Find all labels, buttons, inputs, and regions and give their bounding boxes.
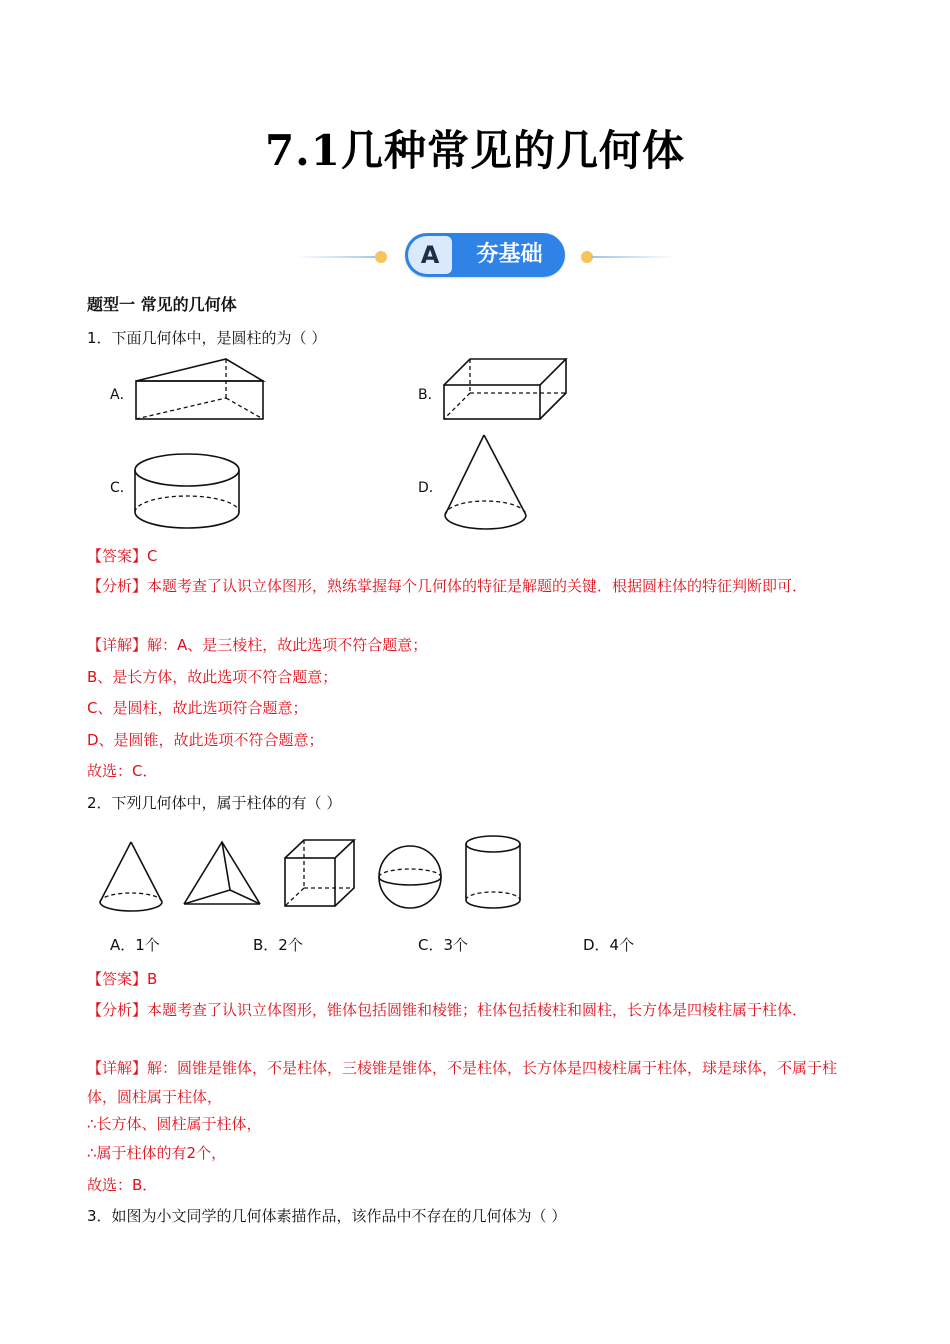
banner-letter: A (408, 236, 452, 274)
q2-stem: 2．下列几何体中，属于柱体的有（ ） (87, 794, 342, 812)
cylinder-figure (462, 832, 526, 914)
cone-figure (96, 838, 168, 916)
section-banner (295, 230, 675, 280)
q1-detail-line: B、是长方体，故此选项不符合题意； (87, 668, 338, 686)
q2-step: 故选：B． (87, 1176, 158, 1194)
banner-dot-left (375, 251, 387, 263)
q3-stem: 3．如图为小文同学的几何体素描作品，该作品中不存在的几何体为（ ） (87, 1207, 567, 1225)
triangular-prism-figure (130, 353, 270, 425)
section-heading: 题型一 常见的几何体 (87, 295, 237, 314)
q1-analysis: 【分析】本题考查了认识立体图形，熟练掌握每个几何体的特征是解题的关键．根据圆柱体的特征判断即可． (87, 577, 808, 595)
q2-step: ∴长方体、圆柱属于柱体， (87, 1115, 262, 1133)
q1-option-d-label: D． (418, 480, 443, 496)
q2-step: ∴属于柱体的有2个， (87, 1144, 227, 1162)
q2-choice-d: D．4个 (583, 936, 635, 954)
q1-option-a-label: A． (110, 387, 134, 403)
q1-detail-line: 【详解】解：A、是三棱柱，故此选项不符合题意； (87, 636, 428, 654)
cuboid-figure (440, 353, 570, 425)
q1-option-c-label: C． (110, 480, 134, 496)
banner-label: 夯基础 (476, 242, 543, 267)
q1-answer: 【答案】C (87, 547, 158, 565)
q2-answer: 【答案】B (87, 970, 158, 988)
cylinder-figure (130, 448, 245, 534)
q2-choice-b: B．2个 (253, 936, 303, 954)
triangular-pyramid-figure (180, 838, 264, 912)
banner-line-right (591, 256, 675, 258)
q1-detail-line: D、是圆锥，故此选项不符合题意； (87, 731, 324, 749)
q1-option-b-label: B． (418, 387, 442, 403)
cube-figure (280, 836, 360, 912)
q2-choice-a: A．1个 (110, 936, 160, 954)
q1-stem: 1．下面几何体中，是圆柱的为（ ） (87, 329, 327, 347)
q2-analysis: 【分析】本题考查了认识立体图形，锥体包括圆锥和棱锥；柱体包括棱柱和圆柱，长方体是四棱柱属于柱体． (87, 1001, 808, 1019)
sphere-figure (374, 842, 446, 912)
page-title: 7.1几种常见的几何体 (264, 126, 686, 175)
cone-figure (440, 430, 532, 536)
q2-detail: 【详解】解：圆锥是锥体，不是柱体，三棱锥是锥体，不是柱体，长方体是四棱柱属于柱体，球是球体，不属于柱体，圆柱属于柱体， (87, 1059, 838, 1106)
q1-detail-line: C、是圆柱，故此选项符合题意； (87, 699, 308, 717)
banner-pill (405, 233, 565, 277)
q1-detail-line: 故选：C． (87, 762, 158, 780)
q2-choice-c: C．3个 (418, 936, 469, 954)
banner-line-left (295, 256, 380, 258)
